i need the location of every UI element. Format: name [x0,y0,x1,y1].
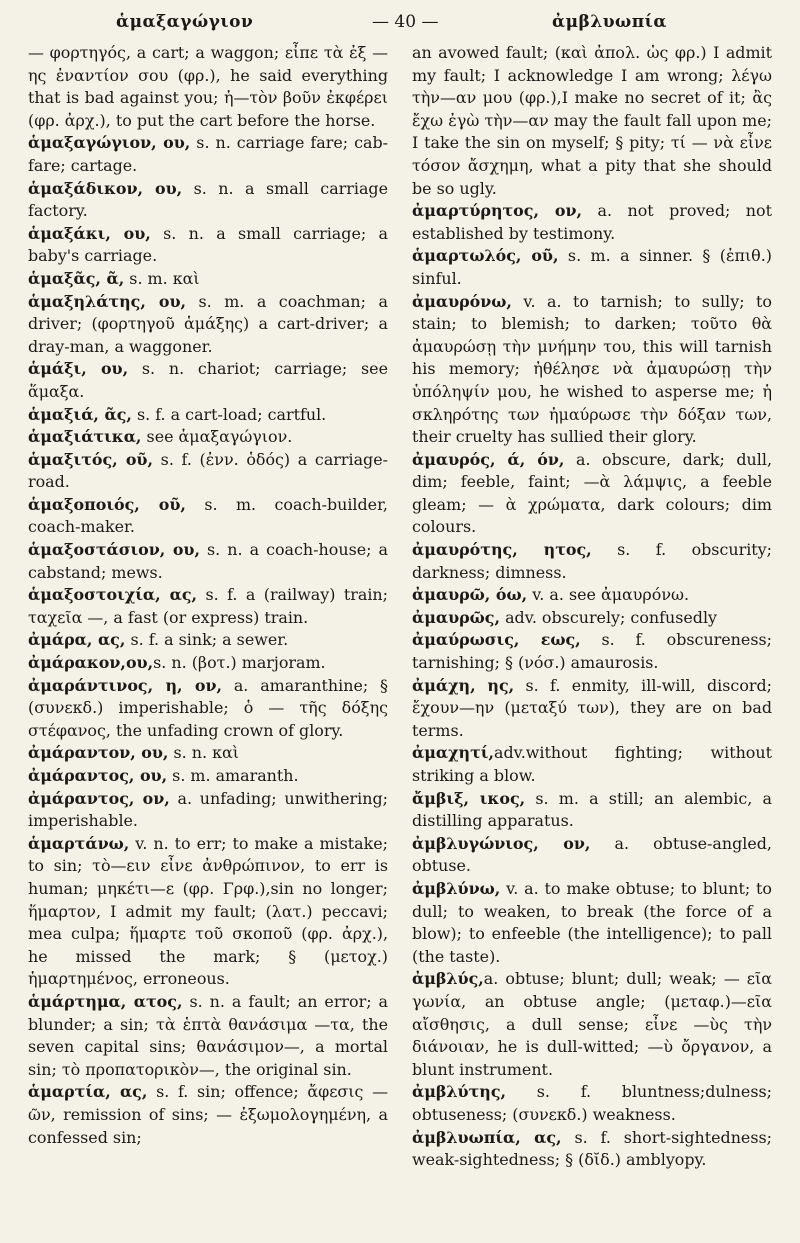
entry-headword: ἁμαρτία, ας, [28,1082,148,1102]
entry-headword: ἀμαράντινος, η, ον, [28,675,222,695]
entry-headword: ἀμαχητί, [412,743,495,763]
entry-definition: s. f. short-sightedness; weak-sightedness; § (δῐδ.) amblyopy. [412,1127,772,1170]
dictionary-entry [412,1081,772,1126]
dictionary-entry [28,788,388,833]
dictionary-entry [28,223,388,268]
dictionary-entry [412,742,772,787]
dictionary-entry [28,584,388,629]
dictionary-entry [412,968,772,1081]
entry-headword: ἁμαξοποιός, οῦ, [28,494,186,514]
dictionary-entry [412,788,772,833]
entry-definition: s. n. (βοτ.) marjoram. [153,653,326,673]
entry-headword: ἄμβιξ, ικος, [412,788,526,808]
entry-definition: s. m. amaranth. [167,766,299,785]
dictionary-entry [28,268,388,291]
dictionary-entry [28,426,388,449]
entry-definition: a. obscure, dark; dull, dim; feeble, faint; —ὰ λάμψις, a feeble gleam; — ὰ χρώματα, dark colours; dim colours. [412,449,772,537]
entry-definition: s. n. καὶ [168,743,239,763]
dictionary-entry [412,833,772,878]
entry-definition: v. a. see ἀμαυρόνω. [527,585,690,605]
entry-definition: s. f. obscurity; darkness; dimness. [412,540,772,582]
entry-headword: ἁμάρτημα, ατος, [28,991,183,1011]
entry-definition: s. f. a cart-load; cartful. [131,404,327,424]
entry-headword: ἀμβλυωπία, ας, [412,1127,562,1147]
dictionary-entry [28,991,388,1081]
dictionary-entry [412,245,772,290]
entry-headword: ἀμβλύς, [412,969,484,989]
entry-definition: s. m. coach-builder, coach-maker. [28,494,388,537]
entry-headword: ἁμαξᾶς, ᾶ, [28,268,125,288]
dictionary-entry [412,42,772,200]
entry-definition: — φορτηγός, a cart; a waggon; εἶπε τὰ ἐξ —ης ἐναντίον σου (φρ.), he said everything that is bad against you; ἡ—τὸν βοῦν ἐκφέρει (φρ. ἀρχ.), to put the cart before the horse. [28,43,388,130]
entry-headword: ἀμαρτύρητος, ον, [412,201,583,221]
entry-headword: ἀμαυρῶ, όω, [412,585,528,605]
entry-definition: s. f. enmity, ill-will, discord; ἔχουν—ην (μεταξύ των), they are on bad terms. [412,675,773,740]
entry-headword: ἀμβλυγώνιος, ον, [412,833,591,853]
dictionary-entry [412,607,772,630]
dictionary-entry [28,539,388,584]
right-column [412,42,772,1172]
dictionary-entry [412,449,772,539]
entry-headword: ἀμβλύνω, [412,878,501,898]
dictionary-entry [28,291,388,359]
entry-definition: s. f. obscureness; tarnishing; § (νόσ.) amaurosis. [412,630,772,673]
header-right-guide-word: ἀμβλυωπία [552,12,667,32]
entry-headword: ἁμαξιτός, οῦ, [28,449,153,469]
entry-definition: s. f. a (railway) train; ταχεῖα —, a fast (or express) train. [28,585,388,627]
entry-definition: a. not proved; not established by testimony. [412,201,772,243]
entry-headword: ἁμαξοστάσιον, ου, [28,540,200,560]
entry-definition: s. f. (ἐνν. ὁδός) a carriage-road. [28,449,388,492]
dictionary-entry [412,878,772,968]
entry-headword: ἀμάρακον,ου, [28,653,154,673]
entry-headword: ἁμαξιά, ᾶς, [28,404,132,424]
entry-definition: v. n. to err; to make a mistake; to sin; τὸ—ειν εἶνε ἀνθρώπινον, to err is human; μηκέτι—ε (φρ. Γρφ.),sin no longer; ἥμαρτον, I admit my fault; (λατ.) peccavi; mea culpa; ἥμαρτε τοῦ σκοποῦ (φρ. ἀρχ.), he missed the mark; § (μετοχ.) ἡμαρτημένος, erroneous. [28,833,388,989]
dictionary-entry [412,200,772,245]
dictionary-entry [28,178,388,223]
entry-headword: ἁμαξάκι, ου, [28,223,151,243]
entry-definition: s. m. a still; an alembic, a distilling apparatus. [412,788,773,831]
dictionary-entry [28,742,388,765]
entry-headword: ἁμαξαγώγιον, ου, [28,133,191,153]
entry-definition: a. obtuse; blunt; dull; weak; — εῖα γωνία, an obtuse angle; (μεταφ.)—εῖα αἴσθησις, a dull sense; εἶνε —ὺς τὴν διάνοιαν, he is dull-witted; —ὺ ὄργανον, a blunt instrument. [412,969,772,1079]
entry-definition: v. a. to tarnish; to sully; to stain; to blemish; to darken; τοῦτο θὰ ἀμαυρώσῃ τὴν μνήμην του, this will tarnish his memory; ἠθέλησε νὰ ἀμαυρώσῃ τὴν ὑπόληψίν μου, he wished to asperse me; ἡ σκληρότης των ἠμαύρωσε τὴν δόξαν των, their cruelty has sullied their glory. [412,291,772,447]
entry-definition: s. n. chariot; carriage; see ἅμαξα. [28,359,388,401]
entry-definition: v. a. to make obtuse; to blunt; to dull; to weaken, to break (the force of a blow); to enfeeble (the intelligence); to pall (the taste). [412,878,772,966]
dictionary-entry [412,584,772,607]
entry-headword: ἁμάξι, ου, [28,359,129,379]
entry-headword: ἁμαξοστοιχία, ας, [28,585,198,605]
entry-definition: s. m. a coachman; a driver; (φορτηγοῦ ἁμάξης) a cart-driver; a dray-man, a waggoner. [28,291,388,356]
dictionary-entry [412,539,772,584]
page-header [0,12,800,36]
dictionary-entry [28,404,388,427]
entry-headword: ἀμαυρότης, ητος, [412,540,592,560]
dictionary-entry [28,629,388,652]
entry-headword: ἀμάχη, ης, [412,675,515,695]
dictionary-entry [28,765,388,788]
entry-definition: s. n. carriage fare; cab-fare; cartage. [28,133,389,175]
entry-headword: ἁμαξάδικον, ου, [28,178,183,198]
entry-headword: ἁμαρτάνω, [28,833,130,853]
page-number: — 40 — [372,12,439,32]
dictionary-entry [28,494,388,539]
header-left-guide-word: ἁμαξαγώγιον [116,12,254,32]
dictionary-entry [28,132,388,177]
entry-headword: ἁμαξιάτικα, [28,427,142,447]
entry-headword: ἀμαυρῶς, [412,607,501,627]
entry-definition: s. n. a fault; an error; a blunder; a sin; τὰ ἑπτὰ θανάσιμα —τα, the seven capital sins; θανάσιμον—, a mortal sin; τὸ προπατορικὸν—, the original sin. [28,991,388,1079]
entry-headword: ἁμαρτωλός, οῦ, [412,246,559,266]
entry-definition: see ἁμαξαγώγιον. [141,427,293,447]
dictionary-entry [28,358,388,403]
entry-definition: s. f. sin; offence; ἄφεσις — ῶν, remission of sins; — ἐξωμολογημένη, a confessed sin; [28,1082,388,1147]
dictionary-entry [412,629,772,674]
entry-definition: adv.without fighting; without striking a blow. [412,743,772,785]
entry-definition: an avowed fault; (καὶ ἀπολ. ὡς φρ.) I admit my fault; I acknowledge I am wrong; λέγω τὴν—αν μου (φρ.),I make no secret of it; ἂς ἔχω ἐγὼ τὴν—αν may the fault fall upon me; I take the sin on myself; § pity; τί — νὰ εἶνε τόσον ἄσχημη, what a pity that she should be so ugly. [412,43,772,198]
entry-definition: s. f. a sink; a sewer. [125,630,289,650]
entry-headword: ἀμάραντος, ον, [28,788,170,808]
dictionary-entry [412,675,772,743]
dictionary-entry [28,42,388,132]
entry-definition: s. m. καὶ [124,268,200,288]
entry-definition: s. f. bluntness;dulness; obtuseness; (συνεκδ.) weakness. [412,1082,772,1124]
entry-headword: ἀμάραντον, ου, [28,743,169,763]
entry-definition: s. n. a small carriage factory. [28,178,388,221]
dictionary-entry [28,675,388,743]
dictionary-entry [28,449,388,494]
entry-definition: s. m. a sinner. § (ἐπιθ.) sinful. [412,246,773,288]
entry-definition: a. unfading; unwithering; imperishable. [28,788,388,831]
entry-headword: ἀμαυρός, ά, όν, [412,449,565,469]
left-column [28,42,388,1149]
entry-headword: ἀμάραντος, ου, [28,766,168,785]
entry-definition: adv. obscurely; confusedly [500,607,718,627]
entry-definition: s. n. a small carriage; a baby's carriage. [28,223,388,266]
entry-headword: ἀμβλύτης, [412,1082,507,1102]
entry-headword: ἀμάρα, ας, [28,630,126,650]
entry-headword: ἁμαξηλάτης, ου, [28,291,187,311]
entry-definition: a. obtuse-angled, obtuse. [412,833,772,876]
entry-definition: s. n. a coach-house; a cabstand; mews. [28,540,388,582]
dictionary-entry [28,652,388,675]
entry-headword: ἀμαύρωσις, εως, [412,630,581,650]
dictionary-entry [28,833,388,991]
entry-definition: a. amaranthine; § (συνεκδ.) imperishable; ὁ — τῆς δόξης στέφανος, the unfading crown of glory. [28,675,388,740]
dictionary-entry [412,291,772,449]
dictionary-entry [412,1127,772,1172]
dictionary-entry [28,1081,388,1149]
entry-headword: ἀμαυρόνω, [412,291,512,311]
